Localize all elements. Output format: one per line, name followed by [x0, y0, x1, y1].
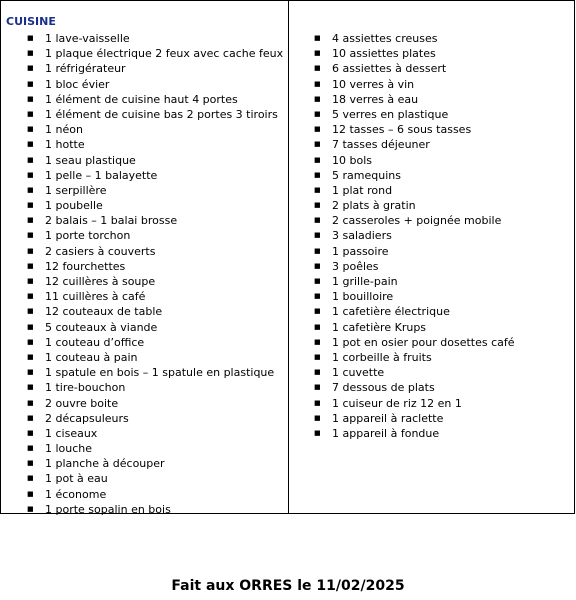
- bullet-icon: ■: [27, 352, 34, 361]
- list-item-text: 11 cuillères à café: [45, 290, 146, 304]
- bullet-icon: ■: [314, 352, 321, 361]
- section-title: CUISINE: [6, 15, 56, 28]
- list-item-text: 10 bols: [332, 153, 372, 167]
- list-item-text: 5 couteaux à viande: [45, 320, 158, 334]
- bullet-icon: ■: [27, 489, 34, 498]
- list-item-text: 4 assiettes creuses: [332, 32, 438, 45]
- bullet-icon: ■: [27, 337, 34, 346]
- list-item-text: 1 serpillère: [45, 183, 107, 197]
- bullet-icon: ■: [314, 383, 321, 392]
- list-item-text: 2 casseroles + poignée mobile: [332, 214, 502, 228]
- list-item-text: 3 poêles: [332, 259, 379, 273]
- list-item-text: 12 tasses – 6 sous tasses: [332, 123, 472, 137]
- list-item-text: 1 appareil à fondue: [332, 426, 440, 440]
- list-item-text: 1 cuiseur de riz 12 en 1: [332, 396, 462, 410]
- bullet-icon: ■: [27, 474, 34, 483]
- bullet-icon: ■: [314, 79, 321, 88]
- list-item-text: 12 couteaux de table: [45, 305, 163, 319]
- bullet-icon: ■: [27, 261, 34, 270]
- bullet-icon: ■: [314, 34, 321, 42]
- list-item-text: 3 saladiers: [332, 229, 392, 243]
- list-item-text: 12 cuillères à soupe: [45, 275, 156, 288]
- bullet-icon: ■: [27, 34, 34, 42]
- bullet-icon: ■: [314, 368, 321, 377]
- bullet-icon: ■: [314, 398, 321, 407]
- bullet-icon: ■: [314, 201, 321, 210]
- bullet-icon: ■: [314, 49, 321, 58]
- bullet-icon: ■: [314, 125, 321, 134]
- bullet-icon: ■: [314, 170, 321, 179]
- bullet-icon: ■: [314, 337, 321, 346]
- bullet-icon: ■: [314, 185, 321, 194]
- list-item-text: 1 grille-pain: [332, 275, 398, 288]
- list-item-text: 2 décapsuleurs: [45, 411, 129, 425]
- bullet-icon: ■: [27, 185, 34, 194]
- list-item-text: 1 plat rond: [332, 183, 393, 197]
- list-item-text: 12 fourchettes: [45, 259, 126, 273]
- bullet-icon: ■: [27, 155, 34, 164]
- bullet-icon: ■: [27, 504, 34, 513]
- bullet-icon: ■: [27, 459, 34, 468]
- bullet-icon: ■: [314, 246, 321, 255]
- list-item-text: 2 casiers à couverts: [45, 244, 156, 258]
- footer-signature-line: Fait aux ORRES le 11/02/2025: [171, 578, 405, 594]
- bullet-icon: ■: [314, 94, 321, 103]
- bullet-icon: ■: [27, 246, 34, 255]
- list-item-text: 1 passoire: [332, 244, 389, 258]
- list-item-text: 7 dessous de plats: [332, 381, 435, 395]
- list-item-text: 1 néon: [45, 123, 83, 137]
- list-item-text: 1 lave-vaisselle: [45, 32, 130, 45]
- list-item-text: 1 élément de cuisine bas 2 portes 3 tiroirs: [45, 107, 278, 121]
- list-item-text: 6 assiettes à dessert: [332, 62, 447, 76]
- list-item-text: 1 pot en osier pour dosettes café: [332, 335, 515, 349]
- bullet-icon: ■: [27, 231, 34, 240]
- list-item-text: 1 élément de cuisine haut 4 portes: [45, 92, 238, 106]
- list-item-text: 2 plats à gratin: [332, 199, 416, 213]
- bullet-icon: ■: [314, 216, 321, 225]
- bullet-icon: ■: [27, 94, 34, 103]
- list-item-text: 2 ouvre boite: [45, 396, 119, 410]
- bullet-icon: ■: [314, 109, 321, 118]
- list-item-text: 5 verres en plastique: [332, 107, 449, 121]
- right-column: [289, 1, 574, 513]
- list-item-text: 1 cuvette: [332, 366, 385, 380]
- bullet-icon: ■: [27, 140, 34, 149]
- bullet-icon: ■: [27, 383, 34, 392]
- bullet-icon: ■: [314, 322, 321, 331]
- bullet-icon: ■: [27, 125, 34, 134]
- bullet-icon: ■: [314, 428, 321, 437]
- list-item-text: 1 spatule en bois – 1 spatule en plastique: [45, 366, 275, 380]
- list-item-text: 10 verres à vin: [332, 77, 415, 91]
- list-item-text: 18 verres à eau: [332, 92, 419, 106]
- list-item-text: 1 planche à découper: [45, 457, 165, 471]
- bullet-icon: ■: [27, 277, 34, 285]
- list-item-text: 1 économe: [45, 487, 107, 501]
- list-item-text: 7 tasses déjeuner: [332, 138, 430, 152]
- list-item-text: 1 hotte: [45, 138, 85, 152]
- list-item-text: 10 assiettes plates: [332, 47, 436, 61]
- bullet-icon: ■: [27, 292, 34, 301]
- bullet-icon: ■: [314, 413, 321, 422]
- list-item-text: 1 pelle – 1 balayette: [45, 168, 158, 182]
- bullet-icon: ■: [27, 201, 34, 210]
- list-item-text: 1 louche: [45, 442, 93, 456]
- bullet-icon: ■: [27, 322, 34, 331]
- bullet-icon: ■: [27, 79, 34, 88]
- list-item-text: 1 bloc évier: [45, 77, 110, 91]
- bullet-icon: ■: [314, 64, 321, 73]
- list-item-text: 1 couteau d’office: [45, 335, 145, 349]
- bullet-icon: ■: [314, 155, 321, 164]
- list-item-text: 1 couteau à pain: [45, 350, 138, 364]
- left-column: [1, 1, 289, 516]
- bullet-icon: ■: [27, 413, 34, 422]
- list-item-text: 1 seau plastique: [45, 153, 136, 167]
- bullet-icon: ■: [314, 140, 321, 149]
- bullet-icon: ■: [314, 277, 321, 285]
- bullet-icon: ■: [27, 170, 34, 179]
- list-item-text: 1 réfrigérateur: [45, 62, 126, 76]
- bullet-icon: ■: [27, 428, 34, 437]
- list-item-text: 1 cafetière électrique: [332, 305, 450, 319]
- list-item-text: 1 corbeille à fruits: [332, 350, 432, 364]
- bullet-icon: ■: [27, 49, 34, 58]
- bullet-icon: ■: [314, 292, 321, 301]
- bullet-icon: ■: [27, 109, 34, 118]
- list-item-text: 1 ciseaux: [45, 426, 98, 440]
- bullet-icon: ■: [27, 368, 34, 377]
- bullet-icon: ■: [27, 64, 34, 73]
- bullet-icon: ■: [314, 231, 321, 240]
- list-item-text: 1 appareil à raclette: [332, 411, 444, 425]
- bullet-icon: ■: [314, 261, 321, 270]
- list-item-text: 1 porte sopalin en bois: [45, 502, 171, 516]
- list-item-text: 2 balais – 1 balai brosse: [45, 214, 178, 228]
- list-item-text: 5 ramequins: [332, 168, 401, 182]
- list-item-text: 1 bouilloire: [332, 290, 394, 304]
- bullet-icon: ■: [27, 307, 34, 316]
- list-item-text: 1 pot à eau: [45, 472, 108, 486]
- list-item-text: 1 tire-bouchon: [45, 381, 126, 395]
- bullet-icon: ■: [314, 307, 321, 316]
- bullet-icon: ■: [27, 398, 34, 407]
- bullet-icon: ■: [27, 216, 34, 225]
- list-item-text: 1 porte torchon: [45, 229, 131, 243]
- list-item-text: 1 plaque électrique 2 feux avec cache feux: [45, 47, 284, 61]
- bullet-icon: ■: [27, 444, 34, 453]
- list-item-text: 1 poubelle: [45, 199, 103, 213]
- list-item-text: 1 cafetière Krups: [332, 320, 427, 334]
